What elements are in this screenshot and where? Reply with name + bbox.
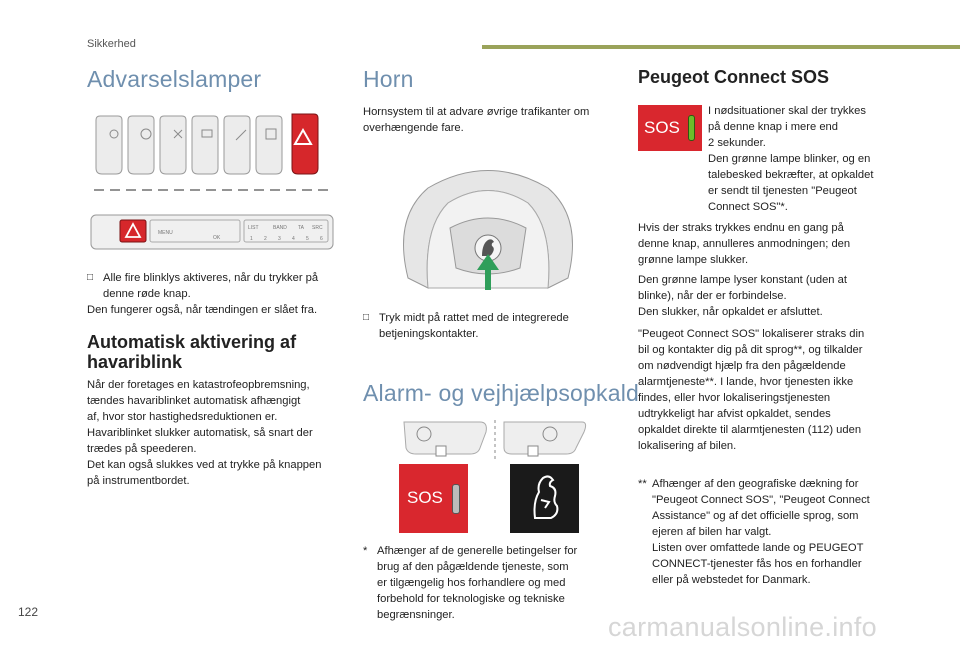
title-horn: Horn	[363, 66, 414, 92]
footnote-line: begrænsninger.	[377, 609, 455, 621]
hazard-bullet-text: Alle fire blinklys aktiveres, når du trykker på denne røde knap.	[103, 272, 319, 300]
para-line: findes, eller hvor lokaliseringstjenesten	[638, 392, 831, 404]
para-line: blinke), når der er forbindelse.	[638, 290, 787, 302]
footnote-mark: *	[363, 545, 368, 557]
footnote-mark: **	[638, 478, 647, 490]
sos-para-2	[638, 220, 908, 268]
para-line: Havariblinket slukker automatisk, så snart der	[87, 427, 313, 439]
peugeot-assistance-button	[510, 464, 579, 533]
sos-button-small	[638, 105, 702, 151]
sos-para-1	[708, 103, 908, 215]
horn-intro-line: Hornsystem til at advare øvrige trafikanter om	[363, 106, 590, 118]
hazard-bullet	[87, 270, 349, 302]
bullet-mark-icon: □	[363, 312, 370, 323]
switch-bank-illustration	[88, 108, 338, 198]
para-line: grønne lampe slukker.	[638, 254, 749, 266]
panel-label-ok: OK	[213, 235, 221, 241]
footnote-line: brug af den pågældende tjeneste, som	[377, 561, 569, 573]
horn-bullet	[363, 310, 623, 342]
subtitle-line1: Automatisk aktivering af	[87, 332, 297, 352]
para-line: 2 sekunder.	[708, 137, 766, 149]
footnote-line: ejeren af bilen har valgt.	[652, 526, 772, 538]
panel-label-list: LIST	[248, 225, 259, 231]
para-line: tændes havariblinket automatisk afhængigt	[87, 395, 301, 407]
para-line: om nødvendigt hjælp fra den pågældende	[638, 360, 846, 372]
panel-label-2: 2	[264, 236, 267, 242]
para-line: denne knap, annulleres anmodningen; den	[638, 238, 851, 250]
panel-label-3: 3	[278, 236, 281, 242]
sos-button-large	[399, 464, 468, 533]
footnote-line: er tilgængelig hos forhandlere og med	[377, 577, 566, 589]
green-lamp-icon	[688, 115, 695, 141]
para-line: udtrykkeligt har afvist opkaldet, sendes	[638, 408, 831, 420]
sos-para-3	[638, 272, 908, 320]
footnote-line: "Peugeot Connect SOS", "Peugeot Connect	[652, 494, 870, 506]
footnote-line: Assistance" og af det officielle sprog, som	[652, 510, 859, 522]
footnote-line: Afhænger af den geografiske dækning for	[652, 478, 859, 490]
para-line: I nødsituationer skal der trykkes	[708, 105, 866, 117]
page-number: 122	[18, 605, 39, 619]
footnote-line: Listen over omfattede lande og PEUGEOT	[652, 542, 864, 554]
para-line: Hvis der straks trykkes endnu en gang på	[638, 222, 844, 234]
subtitle-automatisk	[87, 332, 296, 372]
watermark: carmanualsonline.info	[608, 612, 877, 642]
para-line: Den grønne lampe blinker, og en	[708, 153, 871, 165]
section-label: Sikkerhed	[87, 38, 136, 50]
steering-wheel-illustration	[388, 158, 588, 298]
para-line: er sendt til tjenesten "Peugeot	[708, 185, 857, 197]
title-advarselslamper: Advarselslamper	[87, 66, 262, 92]
title-alarm: Alarm- og vejhjælpsopkald	[363, 380, 640, 406]
col1-bullet-block	[87, 270, 349, 318]
panel-label-band: BAND	[273, 225, 287, 231]
sos-lamp-icon	[452, 484, 460, 514]
horn-intro-line: overhængende fare.	[363, 122, 464, 134]
para-line: alarmtjeneste**. I lande, hvor tjenesten ikke	[638, 376, 854, 388]
panel-label-menu: MENU	[158, 230, 173, 236]
para-line: på instrumentbordet.	[87, 475, 190, 487]
panel-label-5: 5	[306, 236, 309, 242]
roof-console-illustration	[400, 418, 590, 464]
peugeot-lion-icon	[527, 472, 563, 522]
para-line: opkaldet direkte til alarmtjenesten (112) uden	[638, 424, 862, 436]
sos-para-4	[638, 326, 908, 454]
footnote-line: Afhænger af de generelle betingelser for	[377, 545, 578, 557]
bullet-mark-icon: □	[87, 272, 94, 283]
footnote-line: eller på webstedet for Danmark.	[652, 574, 811, 586]
panel-label-ta: TA	[298, 225, 305, 231]
hazard-after-text: Den fungerer også, når tændingen er slået fra.	[87, 304, 318, 316]
para-line: Den grønne lampe lyser konstant (uden at	[638, 274, 847, 286]
panel-label-4: 4	[292, 236, 295, 242]
panel-label-src: SRC	[312, 225, 323, 231]
col2-footnote	[363, 543, 625, 623]
para-line: Den slukker, når opkaldet er afsluttet.	[638, 306, 823, 318]
footnote-line: CONNECT-tjenester fås hos en forhandler	[652, 558, 862, 570]
col1-paragraph	[87, 377, 349, 489]
header-bar	[482, 45, 960, 49]
panel-label-1: 1	[250, 236, 253, 242]
title-peugeot-connect-sos: Peugeot Connect SOS	[638, 67, 830, 87]
horn-bullet-line: Tryk midt på rattet med de integrerede	[379, 312, 569, 324]
footnote-line: forbehold for teknologiske og tekniske	[377, 593, 565, 605]
para-line: "Peugeot Connect SOS" lokaliserer straks din	[638, 328, 865, 340]
dashboard-panel-illustration	[88, 212, 336, 252]
para-line: af, hvor stor hastighedsreduktionen er.	[87, 411, 278, 423]
para-line: lokalisering af bilen.	[638, 440, 737, 452]
para-line: bil og kontakter dig på dit sprog**, og tilkalder	[638, 344, 863, 356]
col3-footnote	[638, 476, 908, 588]
subtitle-line2: havariblink	[87, 352, 183, 372]
panel-label-6: 6	[320, 236, 323, 242]
para-line: på denne knap i mere end	[708, 121, 838, 133]
para-line: Når der foretages en katastrofeopbremsning,	[87, 379, 310, 391]
horn-intro	[363, 104, 623, 136]
horn-bullet-line: betjeningskontakter.	[379, 328, 479, 340]
para-line: trædes på speederen.	[87, 443, 197, 455]
sos-label: SOS	[644, 118, 680, 137]
sos-label: SOS	[407, 488, 443, 507]
para-line: talebesked bekræfter, at opkaldet	[708, 169, 874, 181]
para-line: Det kan også slukkes ved at trykke på knappen	[87, 459, 322, 471]
para-line: Connect SOS"*.	[708, 201, 788, 213]
